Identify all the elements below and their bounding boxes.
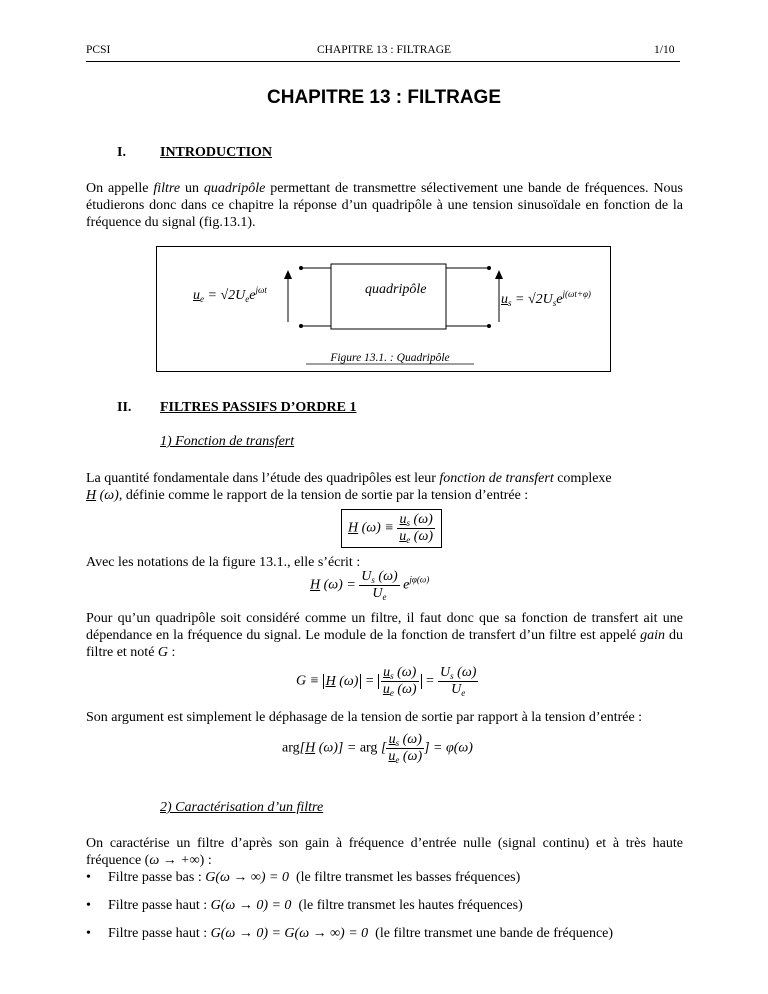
equation-transfer-definition: H (ω) ≡ $\frac{u_s (\omega)}{u_e (\omega)}$	[341, 509, 442, 548]
intro-paragraph	[86, 180, 683, 231]
subsection-fonction-transfert	[160, 434, 294, 450]
section-title: FILTRES PASSIFS D’ORDRE 1	[160, 400, 357, 415]
bullet-label: Filtre passe haut :	[108, 898, 211, 913]
term-G: G	[157, 645, 169, 660]
bullet-description: (le filtre transmet les hautes fréquences)	[298, 898, 523, 913]
transfer-paragraph: La quantité fondamentale dans l’étude des quadripôles est leur fonction de transfert complexe H (ω), définie comme le rapport de la tension de sortie par la tension d’entrée :	[86, 471, 612, 503]
header-left: PCSI	[86, 44, 111, 56]
bullet-label: Filtre passe haut :	[108, 926, 211, 941]
text-run: On appelle	[86, 181, 154, 196]
term-gain: gain	[640, 628, 666, 643]
header-center: CHAPITRE 13 : FILTRAGE	[316, 44, 452, 56]
text-run: Pour qu’un quadripôle soit considéré comme un filtre, il faut donc que sa fonction de transfert ait une dépendance en la fréquence du signal. Le module de la fonction de transfert d’un filtre est appelé	[86, 611, 683, 643]
equation-argument: arg[H (ω)] = arg [ $\frac{u_s (\omega)}{u_e (\omega)}$ ] = φ(ω)	[282, 732, 473, 765]
output-terminal-top	[487, 266, 491, 270]
bullet-expression: G(ω → ∞) = 0	[205, 870, 289, 885]
subsection-title: 2) Caractérisation d’un filtre	[160, 800, 324, 815]
bullet-description: (le filtre transmet les basses fréquences)	[295, 870, 521, 885]
header-rule	[86, 61, 680, 62]
argument-paragraph: Son argument est simplement le déphasage de la tension de sortie par rapport à la tension d’entrée :	[86, 710, 643, 725]
bullet-expression: G(ω → 0) = G(ω → ∞) = 0	[210, 926, 369, 941]
bullet-label: Filtre passe bas :	[108, 870, 206, 885]
us-arrow-head	[495, 270, 503, 279]
text-run: un	[180, 181, 204, 196]
quadripole-label: quadripôle	[365, 282, 427, 297]
term-filtre: filtre	[153, 181, 181, 196]
text-run: ) :	[199, 853, 212, 868]
caracterisation-paragraph	[86, 835, 683, 869]
us-expression: $u_s = √2U_se^{j(\omega t+\varphi)}$	[501, 289, 591, 308]
output-terminal-bottom	[487, 324, 491, 328]
section-number: I.	[117, 145, 126, 160]
bullet-passe-haut: • Filtre passe haut : G(ω → 0) = 0 (le filtre transmet les hautes fréquences)	[86, 898, 523, 913]
bullet-passe-bas: • Filtre passe bas : G(ω → ∞) = 0 (le filtre transmet les basses fréquences)	[86, 870, 521, 885]
figure-caption: Figure 13.1. : Quadripôle	[330, 352, 450, 364]
subsection-caracterisation	[160, 800, 323, 816]
subsection-title: 1) Fonction de transfert	[160, 434, 295, 449]
text-run: du filtre et noté	[86, 628, 684, 660]
gain-paragraph	[86, 610, 683, 661]
text-run: La quantité fondamentale dans l’étude des quadripôles est leur	[86, 471, 440, 486]
input-terminal-top	[299, 266, 303, 270]
page-title: CHAPITRE 13 : FILTRAGE	[267, 87, 501, 108]
bullet-expression: G(ω → 0) = 0	[210, 898, 292, 913]
header-right: 1/10	[654, 44, 675, 56]
equation-gain: G ≡ H (ω) = $\frac{u_s (\omega)}{u_e (\omega)}$ = $\frac{U_s (\omega)}{U_e}$	[296, 665, 477, 698]
equation-transfer-expression: H (ω) = $\frac{U_s (\omega)}{U_e}$ $e^{j\varphi(\omega)}$	[310, 569, 430, 602]
text-run: :	[168, 645, 176, 660]
bullet-description: (le filtre transmet une bande de fréquence)	[375, 926, 614, 941]
bullet-passe-bande: • Filtre passe haut : G(ω → 0) = G(ω → ∞) = 0 (le filtre transmet une bande de fréquence)	[86, 926, 614, 941]
section-number: II.	[117, 400, 132, 415]
text-run: On caractérise un filtre d’après son gain à fréquence d’entrée nulle (signal continu) et à très haute fréquence (	[86, 836, 683, 868]
input-terminal-bottom	[299, 324, 303, 328]
omega-limit-expression: ω → +∞	[149, 853, 200, 868]
term-fonction-transfert: fonction de transfert	[439, 471, 554, 486]
ue-expression: $u_e = √2U_ee^{j\omega t}$	[193, 285, 267, 304]
text-run: permettant de transmettre sélectivement une bande de fréquences. Nous étudierons donc dans ce chapitre la réponse d’un quadripôle à une tension sinusoïdale en fonction de la fréquence du signal (fig.13.1).	[86, 181, 684, 230]
text-run: , définie comme le rapport de la tension de sortie par la tension d’entrée :	[118, 488, 529, 503]
notation-paragraph: Avec les notations de la figure 13.1., elle s’écrit :	[86, 555, 361, 570]
ue-arrow-head	[284, 270, 292, 279]
section-title: INTRODUCTION	[160, 145, 273, 160]
term-quadripole: quadripôle	[203, 181, 266, 196]
text-run: complexe	[553, 471, 612, 486]
